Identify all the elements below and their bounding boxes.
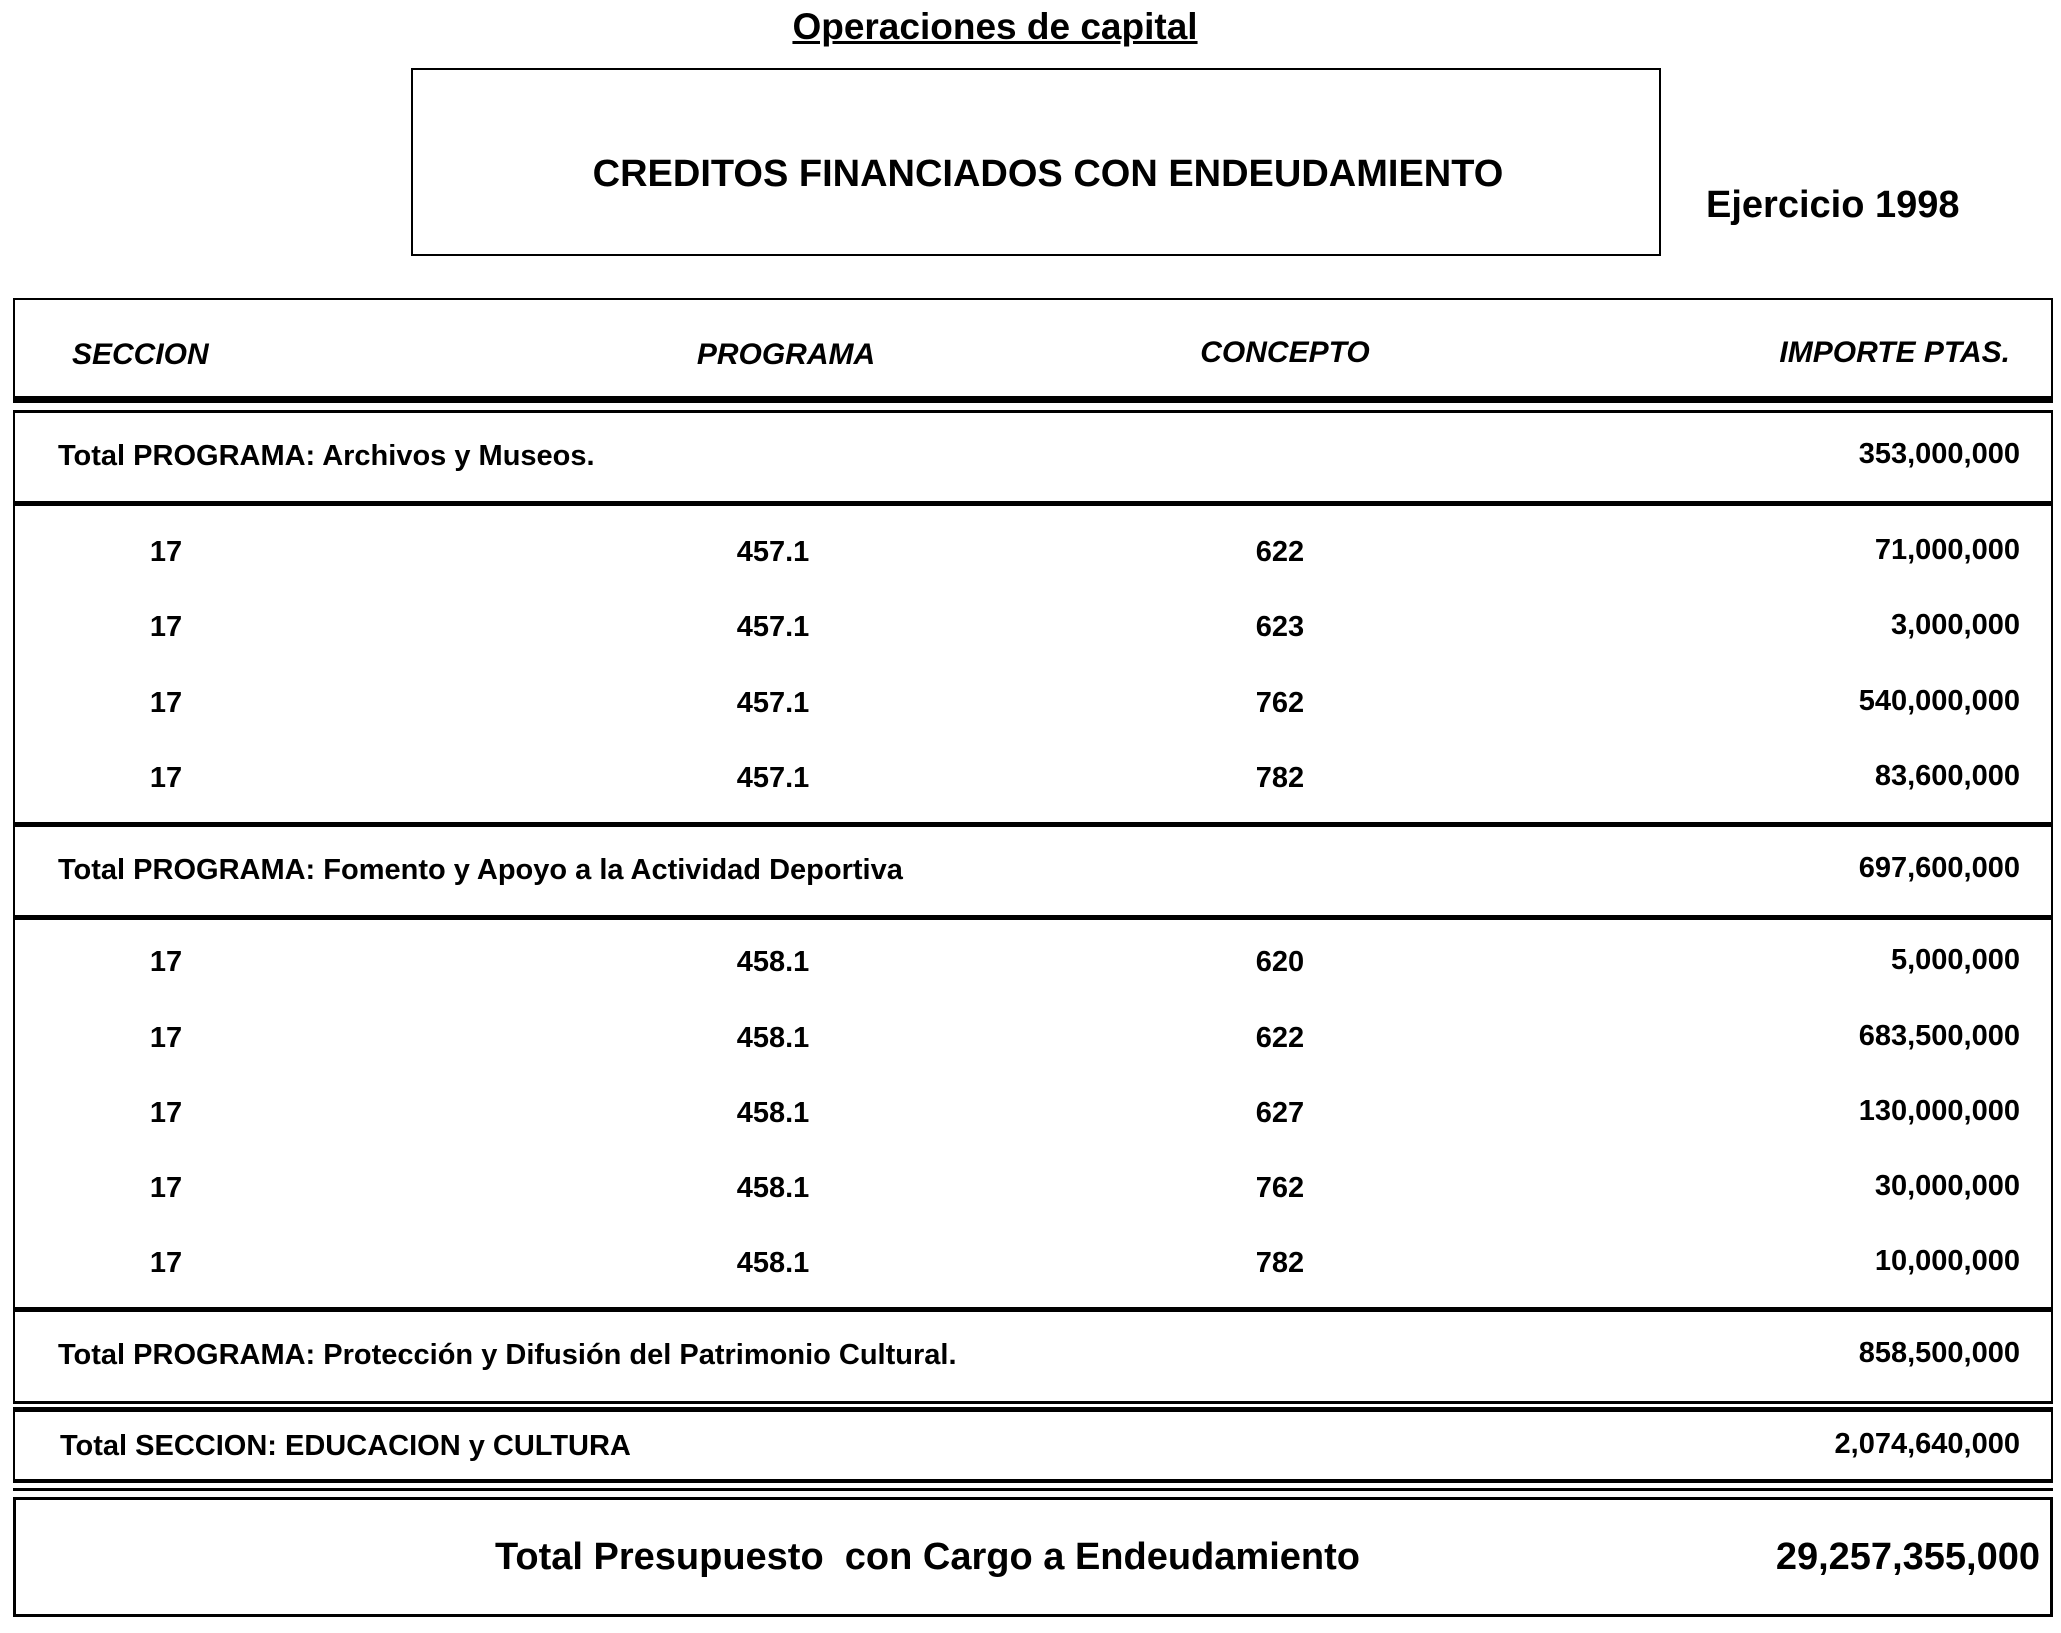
cell-programa: 457.1 — [736, 762, 810, 794]
double-rule — [13, 1488, 2053, 1491]
program-total-label: Total PROGRAMA: Protección y Difusión del Patrimonio Cultural. — [58, 1339, 957, 1371]
cell-programa: 458.1 — [736, 1172, 810, 1204]
grand-total-label: Total Presupuesto con Cargo a Endeudamiento — [495, 1536, 1360, 1578]
program-total-amount: 353,000,000 — [1858, 438, 2020, 470]
column-header-importe: IMPORTE PTAS. — [1779, 336, 2010, 369]
cell-seccion: 17 — [149, 946, 183, 978]
cell-importe: 130,000,000 — [1858, 1095, 2020, 1127]
program-total-amount: 697,600,000 — [1858, 852, 2020, 884]
document-title: CREDITOS FINANCIADOS CON ENDEUDAMIENTO — [592, 153, 1504, 195]
cell-concepto: 623 — [1255, 611, 1305, 643]
detail-block — [13, 503, 2053, 825]
cell-seccion: 17 — [149, 611, 183, 643]
column-header-concepto: CONCEPTO — [1200, 336, 1370, 369]
cell-concepto: 622 — [1255, 1022, 1305, 1054]
column-header-programa: PROGRAMA — [696, 338, 876, 371]
cell-programa: 457.1 — [736, 611, 810, 643]
detail-block — [13, 917, 2053, 1310]
cell-programa: 458.1 — [736, 1022, 810, 1054]
cell-programa: 458.1 — [736, 946, 810, 978]
cell-concepto: 762 — [1255, 687, 1305, 719]
column-header-seccion: SECCION — [72, 338, 209, 371]
cell-programa: 457.1 — [736, 687, 810, 719]
cell-importe: 540,000,000 — [1858, 685, 2020, 717]
table-header — [13, 298, 2053, 403]
cell-concepto: 622 — [1255, 536, 1305, 568]
cell-seccion: 17 — [149, 687, 183, 719]
cell-importe: 30,000,000 — [1874, 1170, 2020, 1202]
cell-concepto: 762 — [1255, 1172, 1305, 1204]
cell-importe: 83,600,000 — [1874, 760, 2020, 792]
cell-seccion: 17 — [149, 1247, 183, 1279]
cell-programa: 458.1 — [736, 1097, 810, 1129]
cell-concepto: 782 — [1255, 762, 1305, 794]
program-total-amount: 858,500,000 — [1858, 1337, 2020, 1369]
cell-concepto: 782 — [1255, 1247, 1305, 1279]
grand-total-amount: 29,257,355,000 — [1775, 1536, 2040, 1578]
cell-importe: 5,000,000 — [1890, 944, 2020, 976]
section-heading: Operaciones de capital — [792, 6, 1198, 47]
program-total-label: Total PROGRAMA: Fomento y Apoyo a la Actividad Deportiva — [58, 854, 903, 886]
cell-importe: 683,500,000 — [1858, 1020, 2020, 1052]
cell-programa: 457.1 — [736, 536, 810, 568]
cell-seccion: 17 — [149, 1022, 183, 1054]
section-total-amount: 2,074,640,000 — [1834, 1428, 2020, 1460]
fiscal-year: Ejercicio 1998 — [1706, 184, 1960, 226]
cell-importe: 3,000,000 — [1890, 609, 2020, 641]
cell-concepto: 620 — [1255, 946, 1305, 978]
cell-seccion: 17 — [149, 536, 183, 568]
cell-seccion: 17 — [149, 1097, 183, 1129]
program-total-label: Total PROGRAMA: Archivos y Museos. — [58, 440, 595, 472]
cell-seccion: 17 — [149, 762, 183, 794]
cell-importe: 71,000,000 — [1874, 534, 2020, 566]
cell-seccion: 17 — [149, 1172, 183, 1204]
cell-importe: 10,000,000 — [1874, 1245, 2020, 1277]
section-total-label: Total SECCION: EDUCACION y CULTURA — [60, 1430, 631, 1462]
cell-programa: 458.1 — [736, 1247, 810, 1279]
cell-concepto: 627 — [1255, 1097, 1305, 1129]
